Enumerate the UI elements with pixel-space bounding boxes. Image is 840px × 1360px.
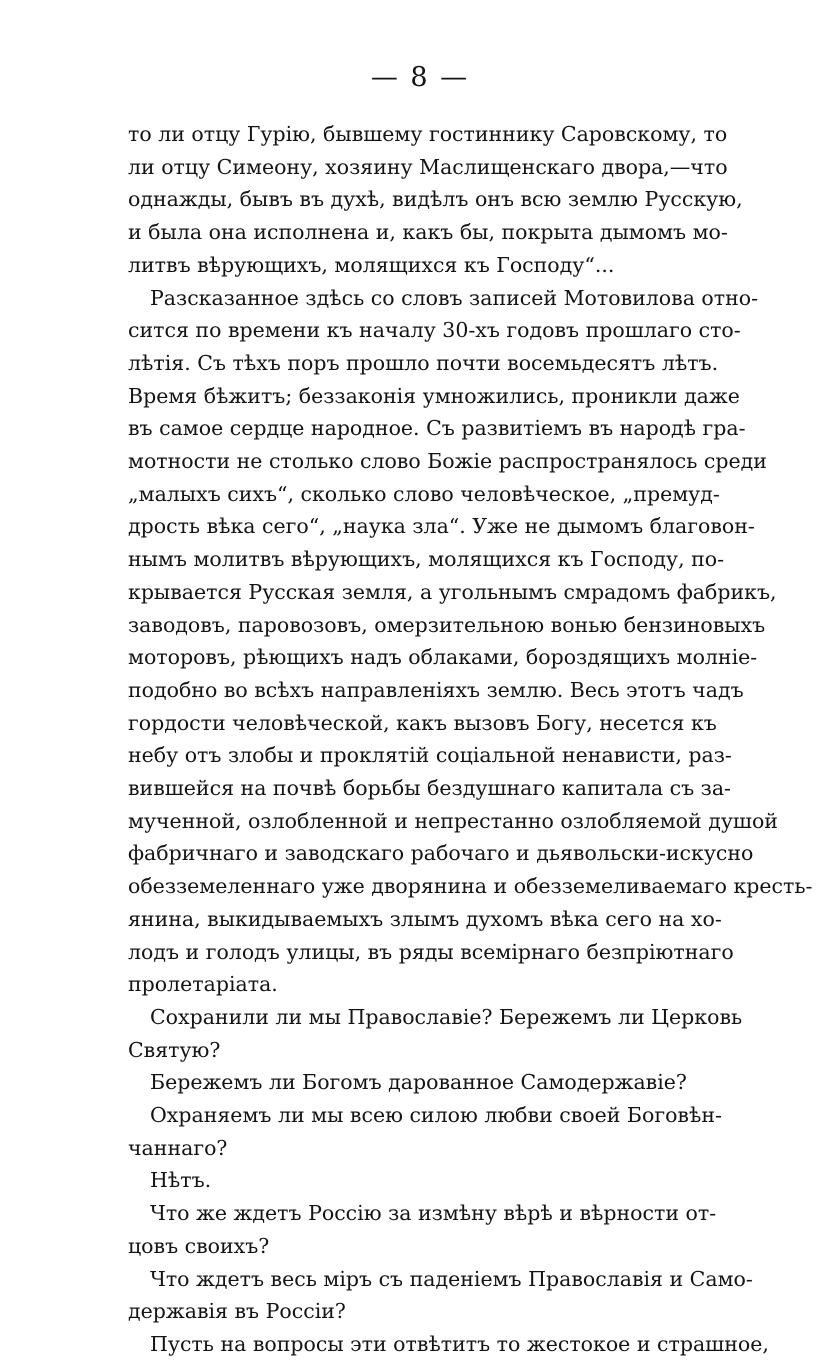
text-line: цовъ своихъ? (128, 1233, 270, 1258)
text-line: дрость вѣка сего“, „наука зла“. Уже не дымомъ благовон- (128, 514, 755, 539)
text-line: мотности не столько слово Божіе распространялось среди (128, 449, 767, 473)
text-line: лодъ и голодъ улицы, въ ряды всемірнаго безпріютнаго (128, 939, 734, 964)
text-line: Сохранили ли мы Православіе? Бережемъ ли Церковь (150, 1004, 743, 1029)
text-line: гордости человѣческой, какъ вызовъ Богу, несется къ (128, 710, 717, 735)
text-line: заводовъ, паровозовъ, омерзительною вонью бензиновыхъ (128, 612, 766, 637)
text-line: вившейся на почвѣ борьбы бездушнаго капитала съ за- (128, 776, 731, 800)
text-line: однажды, бывъ въ духѣ, видѣлъ онъ всю землю Русскую, (128, 187, 743, 212)
page-number: — 8 — (370, 62, 470, 93)
text-line: чаннаго? (128, 1135, 228, 1160)
text-line: Святую? (128, 1037, 221, 1062)
text-line: державія въ Россіи? (128, 1299, 346, 1324)
text-line: подобно во всѣхъ направленіяхъ землю. Весь этотъ чадъ (128, 677, 744, 702)
text-line: лѣтія. Съ тѣхъ поръ прошло почти восемьдесятъ лѣтъ. (128, 350, 719, 375)
text-line: то ли отцу Гурію, бывшему гостиннику Саровскому, то (128, 122, 728, 146)
text-line: Охраняемъ ли мы всею силою любви своей Боговѣн- (150, 1103, 722, 1127)
text-line: фабричнаго и заводскаго рабочаго и дьявольски-искусно (128, 841, 754, 866)
text-line: въ самое сердце народное. Съ развитіемъ въ народѣ гра- (128, 416, 746, 441)
text-line: ли отцу Симеону, хозяину Маслищенскаго двора,—что (128, 154, 728, 179)
text-line: мученной, озлобленной и непрестанно озлобляемой душой (128, 808, 778, 833)
text-line: Нѣтъ. (150, 1168, 212, 1193)
text-line: Что же ждетъ Россію за измѣну вѣрѣ и вѣрности от- (150, 1201, 717, 1226)
text-line: пролетаріата. (128, 972, 278, 997)
text-line: моторовъ, рѣющихъ надъ облаками, бороздящихъ молніе- (128, 645, 758, 670)
text-line: обезземеленнаго уже дворянина и обезземеливаемаго кресть- (128, 874, 813, 899)
text-line: сится по времени къ началу 30-хъ годовъ прошлаго сто- (128, 318, 741, 343)
text-line: янина, выкидываемыхъ злымъ духомъ вѣка сего на хо- (128, 906, 722, 931)
text-line: крывается Русская земля, а угольнымъ смрадомъ фабрикъ, (128, 579, 777, 604)
text-line: Что ждетъ весь міръ съ паденіемъ Православія и Само- (150, 1266, 753, 1291)
text-line: „малыхъ сихъ“, сколько слово человѣческое, „премуд- (128, 481, 720, 506)
text-line: Время бѣжитъ; беззаконія умножились, проникли даже (128, 383, 740, 408)
text-line: и была она исполнена и, какъ бы, покрыта дымомъ мо- (128, 220, 728, 245)
text-line: нымъ молитвъ вѣрующихъ, молящихся къ Господу, по- (128, 547, 725, 572)
text-line: Разсказанное здѣсь со словъ записей Мотовилова отно- (150, 285, 759, 310)
text-line: литвъ вѣрующихъ, молящихся къ Господу“... (128, 252, 615, 277)
text-line: небу отъ злобы и проклятій соціальной ненависти, раз- (128, 743, 732, 768)
text-line: Пусть на вопросы эти отвѣтитъ то жестокое и страшное, (150, 1331, 769, 1356)
text-line: Бережемъ ли Богомъ дарованное Самодержавіе? (150, 1070, 687, 1095)
